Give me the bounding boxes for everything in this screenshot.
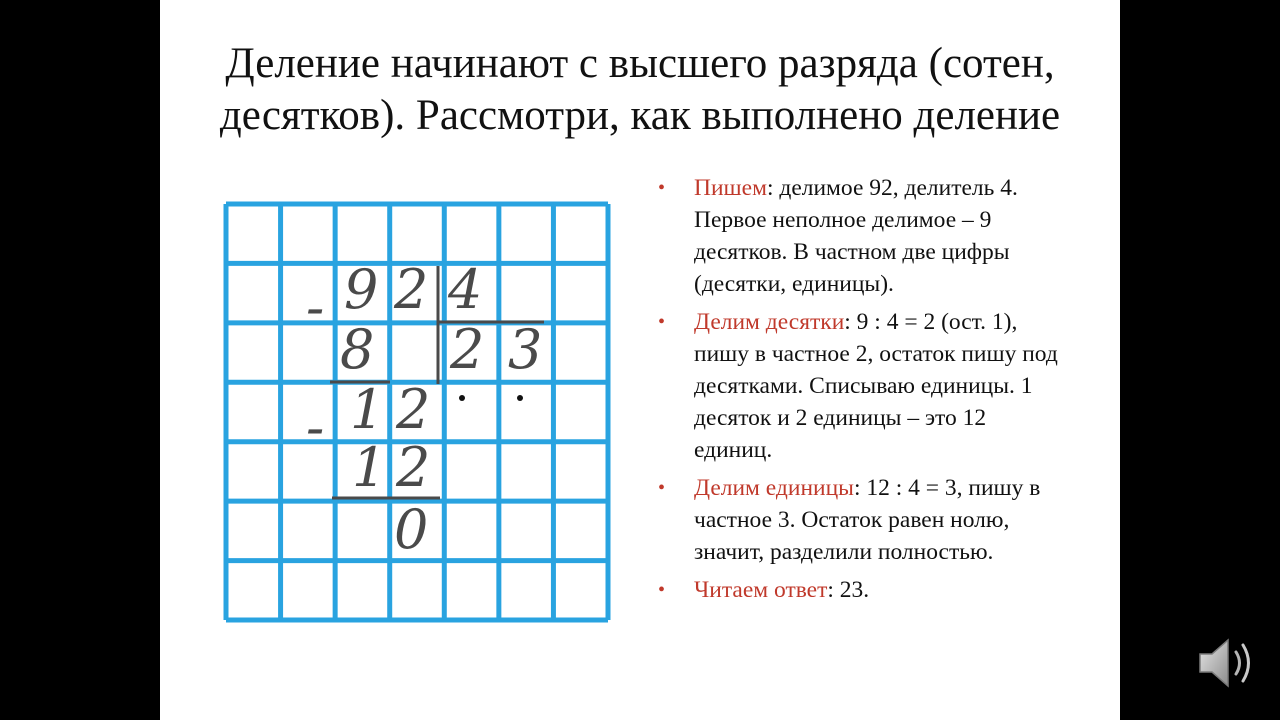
step-item	[650, 574, 1070, 606]
step-text: : 23.	[827, 577, 870, 603]
division-worksheet	[218, 196, 613, 626]
digit-remainder-tens: 1	[350, 378, 385, 441]
title-line-1: Деление начинают с высшего разряда (сотен,	[225, 40, 1055, 87]
step-highlight: Делим единицы	[694, 475, 854, 501]
quotient-dot-2	[517, 395, 523, 401]
digit-quotient-units: 3	[508, 318, 543, 381]
step-item	[650, 472, 1070, 568]
digit-dividend-tens: 9	[344, 258, 379, 321]
digit-final-remainder: 0	[394, 498, 429, 561]
digit-subtrahend-1: 8	[340, 318, 375, 381]
step-highlight: Делим десятки	[694, 309, 845, 335]
grid-svg	[218, 196, 613, 626]
minus-sign-2: -	[306, 396, 325, 459]
minus-sign-1: -	[306, 276, 325, 339]
title-line-2: десятков). Рассмотри, как выполнено деление	[219, 92, 1061, 139]
bullet-icon: •	[658, 177, 666, 199]
step-text: : 12 : 4 = 3, пишу в частное 3. Остаток равен нолю, значит, разделили полностью.	[694, 475, 1041, 565]
step-text: : делимое 92, делитель 4. Первое неполное делимое – 9 десятков. В частном две цифры (десятки, единицы).	[694, 175, 1018, 297]
slide-title	[160, 38, 1120, 142]
quotient-dot-1	[459, 395, 465, 401]
digit-subtrahend-2-units: 2	[396, 436, 431, 499]
bullet-icon: •	[658, 579, 666, 601]
digit-quotient-tens: 2	[450, 318, 485, 381]
step-text: : 9 : 4 = 2 (ост. 1), пишу в частное 2, остаток пишу под десятками. Списываю единицы. 1 десяток и 2 единицы – это 12 единиц.	[694, 309, 1058, 463]
digit-dividend-units: 2	[394, 258, 429, 321]
steps-list	[650, 172, 1070, 612]
step-highlight: Читаем ответ	[694, 577, 828, 603]
step-highlight: Пишем	[694, 175, 767, 201]
bullet-icon: •	[658, 477, 666, 499]
slide	[160, 0, 1120, 720]
digit-subtrahend-2-tens: 1	[352, 436, 387, 499]
speaker-icon[interactable]	[1190, 630, 1262, 696]
step-item	[650, 306, 1070, 466]
digit-remainder-units: 2	[396, 378, 431, 441]
step-item	[650, 172, 1070, 300]
digit-divisor: 4	[448, 258, 483, 321]
bullet-icon: •	[658, 311, 666, 333]
